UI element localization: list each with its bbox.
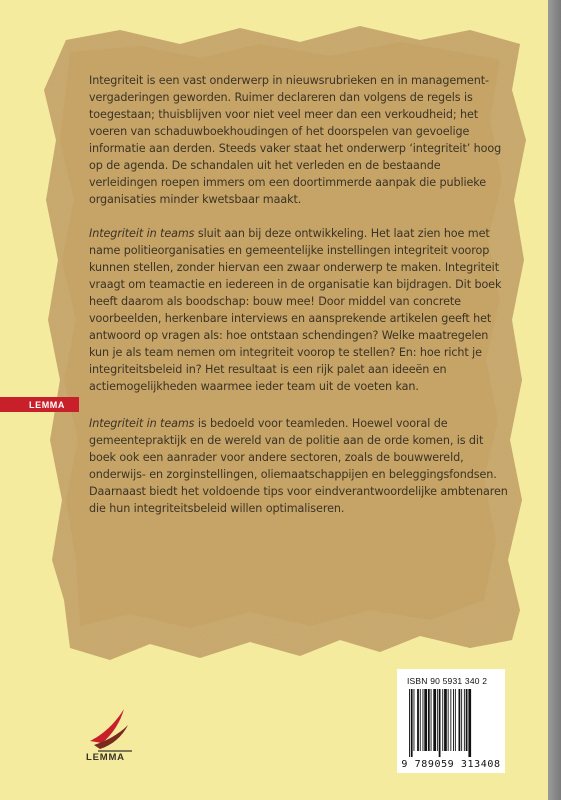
- barcode-box: [397, 669, 505, 773]
- book-title-italic: Integriteit in teams: [89, 227, 195, 240]
- blurb-paragraph-3: [89, 415, 509, 517]
- barcode-icon: [409, 689, 493, 757]
- publisher-tab: LEMMA: [0, 397, 79, 412]
- paragraph-1-text: Integriteit is een vast onderwerp in nieuwsrubrieken en in management-vergaderingen geworden. Ruimer declareren dan volgens de regels is toegestaan; thuisblijven voor niet veel meer dan een verkoudheid; het voeren van schaduwboekhoudingen of het doorspelen van gevoelige informatie aan derden. Steeds vaker staat het onderwerp ‘integriteit’ hoog op de agenda. De schandalen uit het verleden en de bestaande verleidingen roepen immers om een doortimmerde aanpak die publieke organisaties minder kwetsbaar maakt.: [89, 74, 502, 206]
- lemma-logo-icon: [84, 695, 144, 755]
- paragraph-3-text: is bedoeld voor teamleden. Hoewel vooral de gemeentepraktijk en de wereld van de politie aan de orde komen, is dit boek ook een aanrader voor andere sectoren, zoals de bouwwereld, onderwijs- en zorginstellingen, oliemaatschappijen en beleggingsfondsen. Daarnaast biedt het voldoende tips voor eindverantwoordelijke ambtenaren die hun integriteitsbeleid willen optimaliseren.: [89, 417, 508, 515]
- blurb-paragraph-1: [89, 72, 509, 208]
- blurb: [89, 72, 509, 534]
- page-edge-shadow: [548, 0, 561, 800]
- blurb-paragraph-2: [89, 225, 509, 395]
- book-title-italic: Integriteit in teams: [89, 417, 195, 430]
- paragraph-2-text: sluit aan bij deze ontwikkeling. Het laat zien hoe met name politieorganisaties en gemeentelijke instellingen integriteit voorop kunnen stellen, zonder hiervan een zwaar onderwerp te maken. Integriteit vraagt om teamactie en iedereen in de organisatie kan bijdragen. Dit boek heeft daarom als boodschap: bouw mee! Door middel van concrete voorbeelden, herkenbare interviews en aansprekende artikelen geeft het antwoord op vragen als: hoe ontstaan schendingen? Welke maatregelen kun je als team nemen om integriteit voorop te stellen? En: hoe richt je integriteitsbeleid in? Het resultaat is een rijk palet aan ideeën en actiemogelijkheden waarmee ieder team uit de voeten kan.: [89, 227, 502, 393]
- barcode-number: 9 789059 313408: [401, 759, 501, 770]
- isbn-label: ISBN 90 5931 340 2: [407, 676, 488, 686]
- publisher-logo-wordmark: LEMMA: [86, 752, 125, 763]
